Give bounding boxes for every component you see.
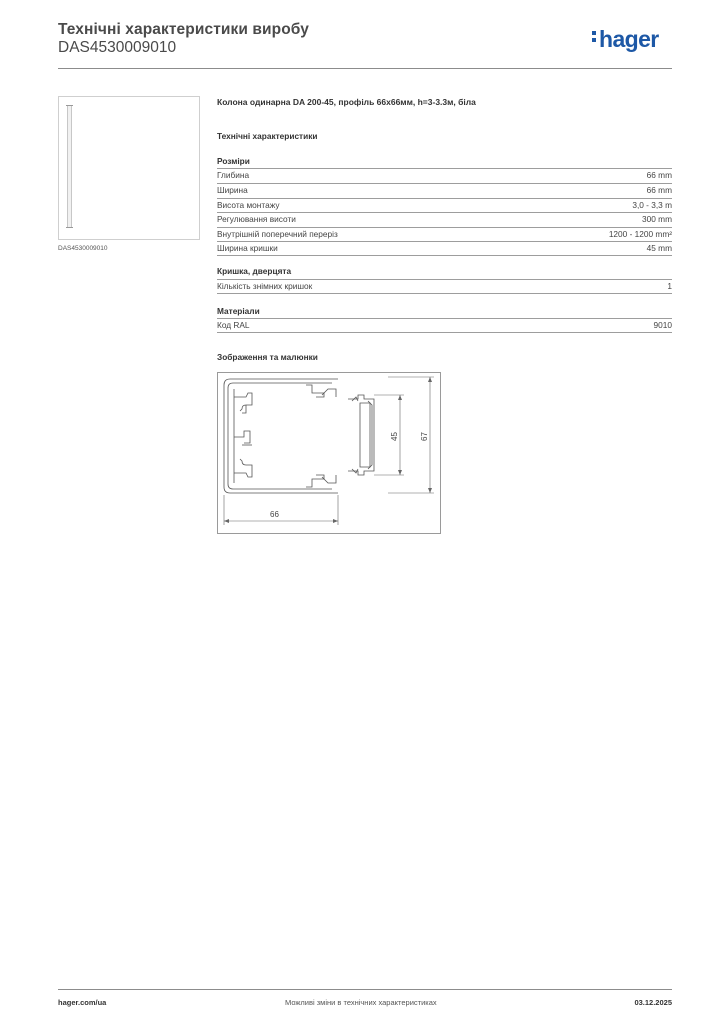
spec-label: Внутрішній поперечний переріз [217, 229, 338, 239]
spec-row [217, 198, 672, 211]
spec-row [217, 168, 672, 181]
logo-text: hager [599, 26, 659, 52]
specs-section-title: Технічні характеристики [217, 131, 318, 141]
column-image-icon [67, 106, 72, 228]
column-top-cap-icon [66, 105, 73, 106]
spec-label: Висота монтажу [217, 200, 280, 210]
group-title-cover: Кришка, дверцята [217, 266, 292, 276]
spec-row [217, 279, 672, 294]
header-product-code: DAS4530009010 [58, 39, 177, 56]
profile-cross-section-svg [218, 373, 440, 533]
spec-label: Глибина [217, 170, 250, 180]
spec-label: Ширина [217, 185, 248, 195]
group-title-materials: Матеріали [217, 306, 260, 316]
dimension-height-label: 67 [420, 432, 429, 441]
images-section-title: Зображення та малюнки [217, 352, 318, 362]
column-bottom-cap-icon [66, 227, 73, 228]
footer-date: 03.12.2025 [634, 998, 672, 1007]
spec-row [217, 318, 672, 333]
spec-value: 66 mm [646, 170, 672, 180]
footer-website-link[interactable]: hager.com/ua [58, 998, 107, 1007]
spec-label: Код RAL [217, 320, 250, 330]
technical-drawing [217, 372, 441, 534]
dimension-width-label: 66 [270, 510, 279, 519]
spec-row [217, 183, 672, 196]
hager-logo [592, 26, 659, 53]
spec-value: 45 mm [646, 243, 672, 253]
dimension-cover-label: 45 [390, 432, 399, 441]
spec-value: 3,0 - 3,3 m [632, 200, 672, 210]
spec-label: Кількість знімних кришок [217, 281, 313, 291]
spec-row [217, 212, 672, 225]
spec-value: 9010 [653, 320, 672, 330]
spec-value: 1200 - 1200 mm² [608, 229, 672, 239]
header-divider [58, 68, 672, 69]
group-title-dimensions: Розміри [217, 156, 250, 166]
spec-row [217, 227, 672, 240]
spec-row [217, 241, 672, 256]
spec-value: 1 [667, 281, 672, 291]
product-thumbnail [58, 96, 200, 240]
footer-note: Можливі зміни в технічних характеристиках [285, 998, 437, 1007]
logo-colon-icon [592, 28, 597, 45]
spec-label: Ширина кришки [217, 243, 278, 253]
product-title: Колона одинарна DA 200-45, профіль 66x66мм, h=3-3.3м, біла [217, 97, 476, 107]
footer-divider [58, 989, 672, 990]
spec-value: 66 mm [646, 185, 672, 195]
header-title: Технічні характеристики виробу [58, 21, 309, 38]
spec-label: Регулювання висоти [217, 214, 296, 224]
spec-value: 300 mm [642, 214, 672, 224]
thumbnail-caption: DAS4530009010 [58, 245, 108, 252]
